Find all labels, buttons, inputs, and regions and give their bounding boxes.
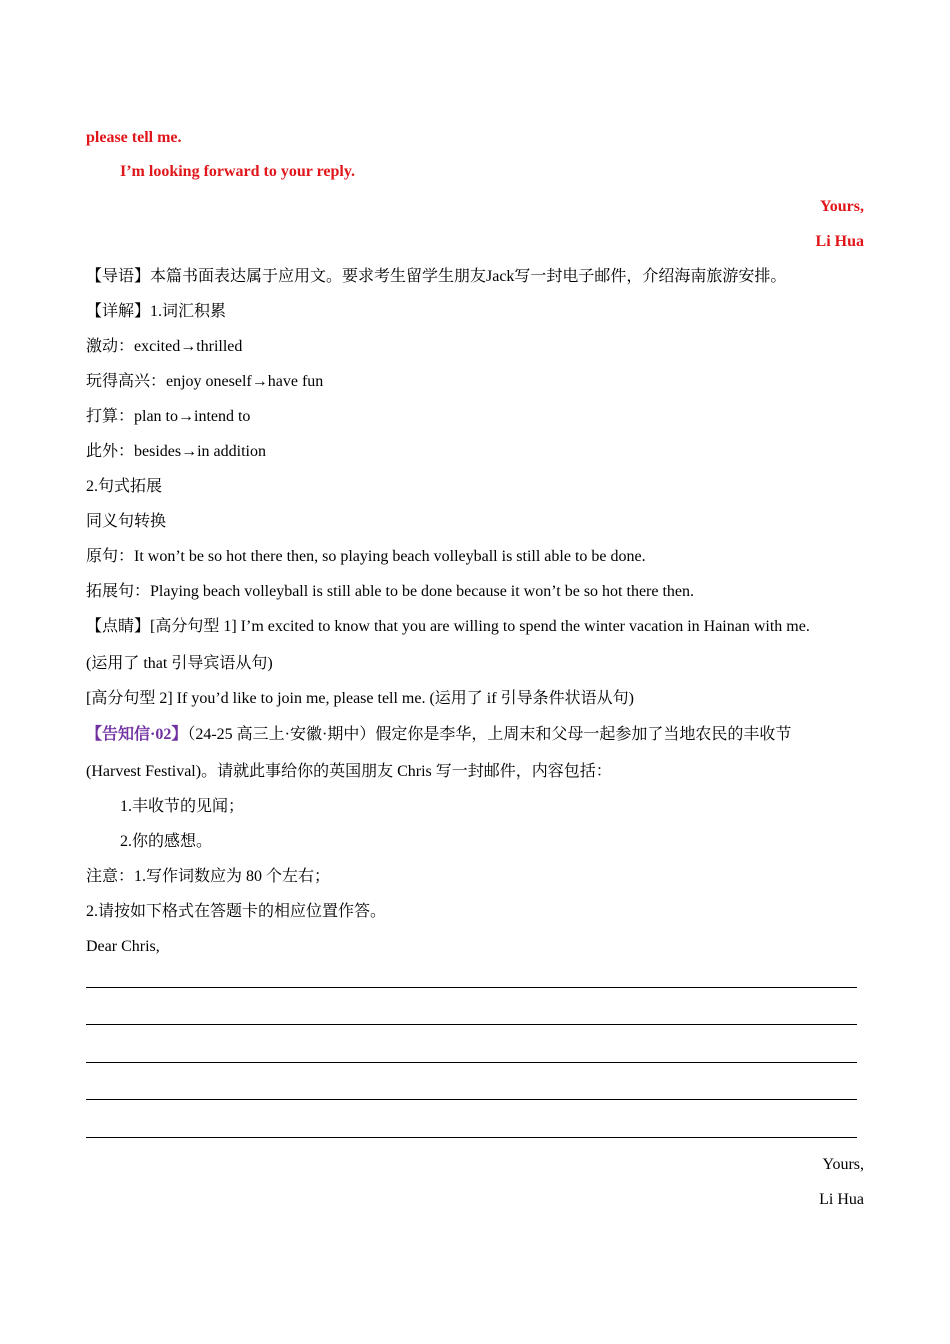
vocab-item: 激动：excited→thrilled — [86, 338, 243, 355]
answer-line — [86, 1099, 857, 1100]
task-prompt-text: （24-25 高三上·安徽·期中）假定你是李华，上周末和父母一起参加了当地农民的丰收节 — [187, 726, 792, 743]
prev-forward-line: I’m looking forward to your reply. — [120, 163, 355, 180]
task-prompt-line-2: (Harvest Festival)。请就此事给你的英国朋友 Chris 写一封邮件，内容包括： — [86, 763, 612, 780]
letter-signoff: Yours, — [822, 1156, 864, 1173]
vocab-item: 此外：besides→in addition — [86, 443, 266, 460]
expanded-sentence: 拓展句：Playing beach volleyball is still able to be done because it won’t be so hot there then. — [86, 583, 695, 600]
original-sentence: 原句：It won’t be so hot there then, so playing beach volleyball is still able to be done. — [86, 548, 646, 565]
highlight-sentence-1: 【点睛】[高分句型 1] I’m excited to know that you are willing to spend the winter vacation in Hainan with me. — [86, 618, 810, 635]
vocab-item: 打算：plan to→intend to — [86, 408, 251, 425]
synonym-heading: 同义句转换 — [86, 513, 167, 530]
task-point: 1.丰收节的见闻； — [120, 798, 245, 815]
letter-greeting: Dear Chris, — [86, 938, 160, 955]
answer-line — [86, 1024, 857, 1025]
highlight-sentence-2: [高分句型 2] If you’d like to join me, please tell me. (运用了 if 引导条件状语从句) — [86, 690, 634, 707]
prev-closing-line: please tell me. — [86, 129, 182, 146]
task-tag: 【告知信·02】 — [86, 726, 188, 743]
task-prompt-line-1 — [86, 725, 791, 745]
letter-signature: Li Hua — [819, 1191, 864, 1208]
prev-signoff: Yours, — [819, 198, 864, 215]
answer-line — [86, 987, 857, 988]
task-note-1: 注意：1.写作词数应为 80 个左右； — [86, 868, 331, 885]
task-point: 2.你的感想。 — [120, 833, 213, 850]
detail-heading: 【详解】1.词汇积累 — [86, 303, 227, 320]
analysis-intro: 【导语】本篇书面表达属于应用文。要求考生留学生朋友Jack写一封电子邮件，介绍海南旅游安排。 — [86, 268, 787, 285]
vocab-item: 玩得高兴：enjoy oneself→have fun — [86, 373, 324, 390]
task-note-2: 2.请按如下格式在答题卡的相应位置作答。 — [86, 903, 387, 920]
prev-signature: Li Hua — [815, 233, 864, 250]
answer-line — [86, 1062, 857, 1063]
answer-line — [86, 1137, 857, 1138]
highlight-sentence-1-note: (运用了 that 引导宾语从句) — [86, 655, 273, 672]
sentence-heading: 2.句式拓展 — [86, 478, 163, 495]
